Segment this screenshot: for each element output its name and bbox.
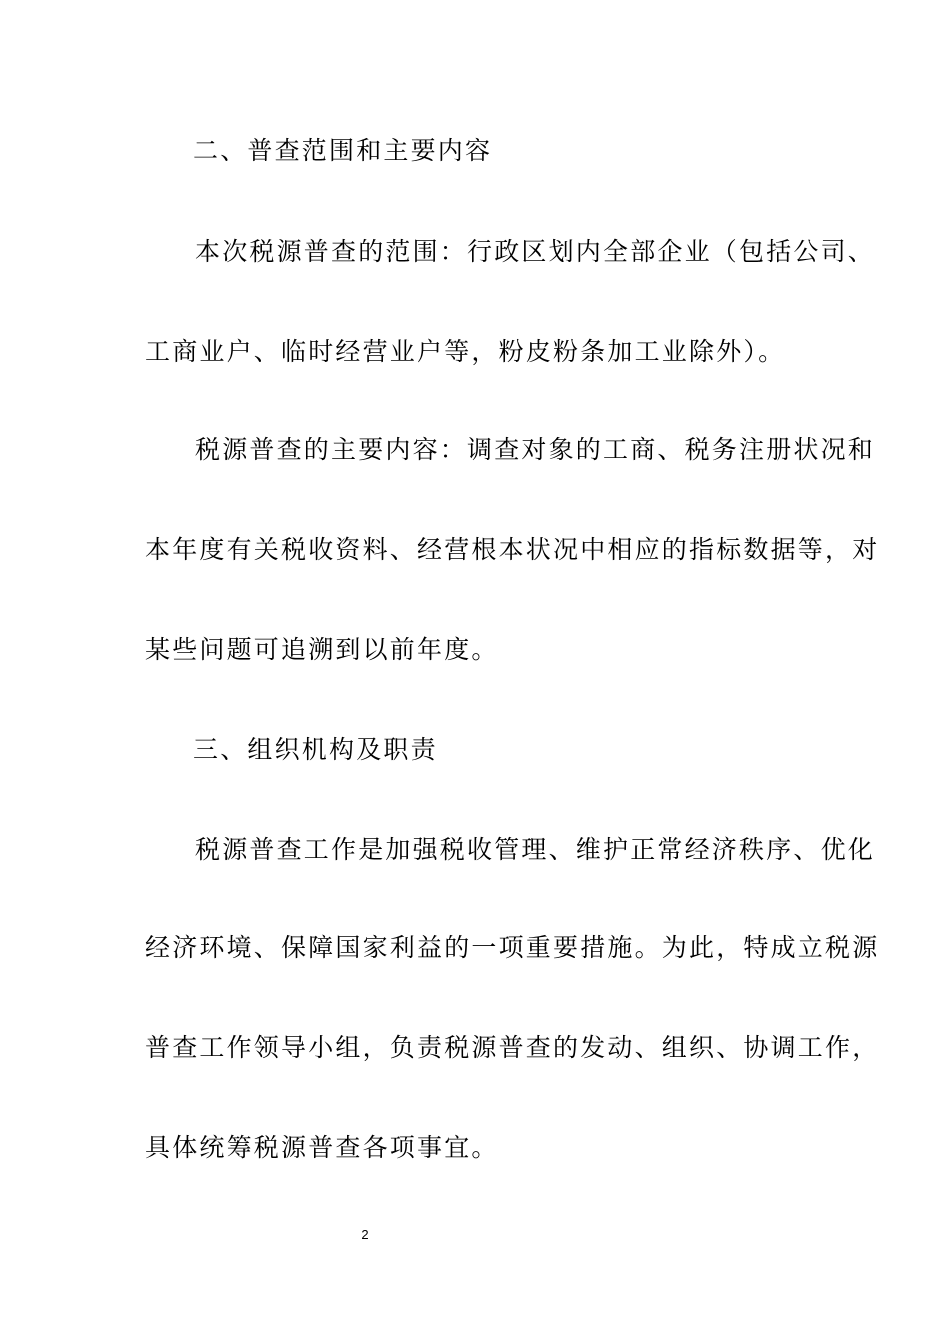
- paragraph-line: 税源普查工作是加强税收管理、维护正常经济秩序、优化: [195, 835, 876, 864]
- paragraph-line: 工商业户、临时经营业户等，粉皮粉条加工业除外）。: [145, 337, 786, 366]
- paragraph-line: 经济环境、保障国家利益的一项重要措施。为此，特成立税源: [145, 933, 880, 962]
- paragraph-line: 本年度有关税收资料、经营根本状况中相应的指标数据等，对: [145, 535, 880, 564]
- paragraph-line: 具体统筹税源普查各项事宜。: [145, 1133, 499, 1162]
- paragraph-line: 本次税源普查的范围：行政区划内全部企业（包括公司、: [195, 237, 876, 266]
- paragraph-line: 普查工作领导小组，负责税源普查的发动、组织、协调工作，: [145, 1033, 880, 1062]
- paragraph-line: 某些问题可追溯到以前年度。: [145, 635, 499, 664]
- paragraph-line: 税源普查的主要内容：调查对象的工商、税务注册状况和: [195, 435, 876, 464]
- section-heading-organization: 三、组织机构及职责: [193, 735, 438, 764]
- section-heading-scope: 二、普查范围和主要内容: [193, 136, 493, 165]
- page-number: 2: [361, 1227, 369, 1242]
